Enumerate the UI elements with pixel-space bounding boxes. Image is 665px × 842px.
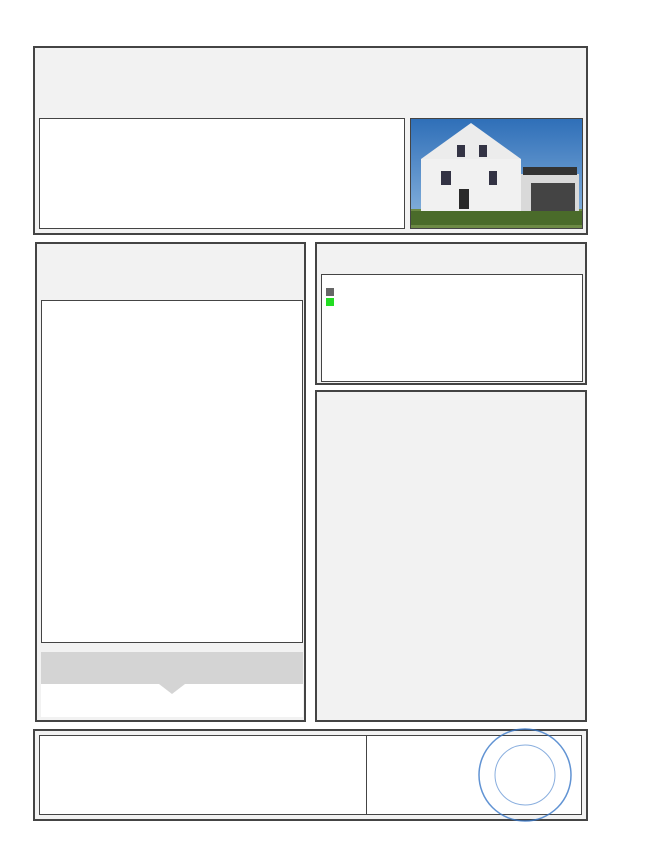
classification-panel	[35, 242, 306, 722]
legend-swatch-renewable	[326, 298, 334, 306]
building-photo	[410, 118, 583, 229]
indicators-panel	[315, 390, 587, 722]
distribution-chart-area	[321, 274, 583, 382]
specialist-stamp	[475, 725, 575, 825]
energy-class-scale	[41, 300, 303, 643]
legend-swatch-electricity	[326, 288, 334, 296]
footer-divider	[366, 736, 367, 814]
requirement-title	[41, 652, 303, 684]
legend-item-renewable	[326, 297, 336, 307]
header-panel	[33, 46, 588, 235]
footer-panel	[33, 729, 588, 821]
distribution-legend	[326, 287, 336, 307]
distribution-panel	[315, 242, 587, 385]
energy-pie-chart	[474, 281, 570, 377]
requirement-value-box	[41, 684, 303, 717]
building-info	[39, 118, 405, 229]
legend-item-electricity	[326, 287, 336, 297]
